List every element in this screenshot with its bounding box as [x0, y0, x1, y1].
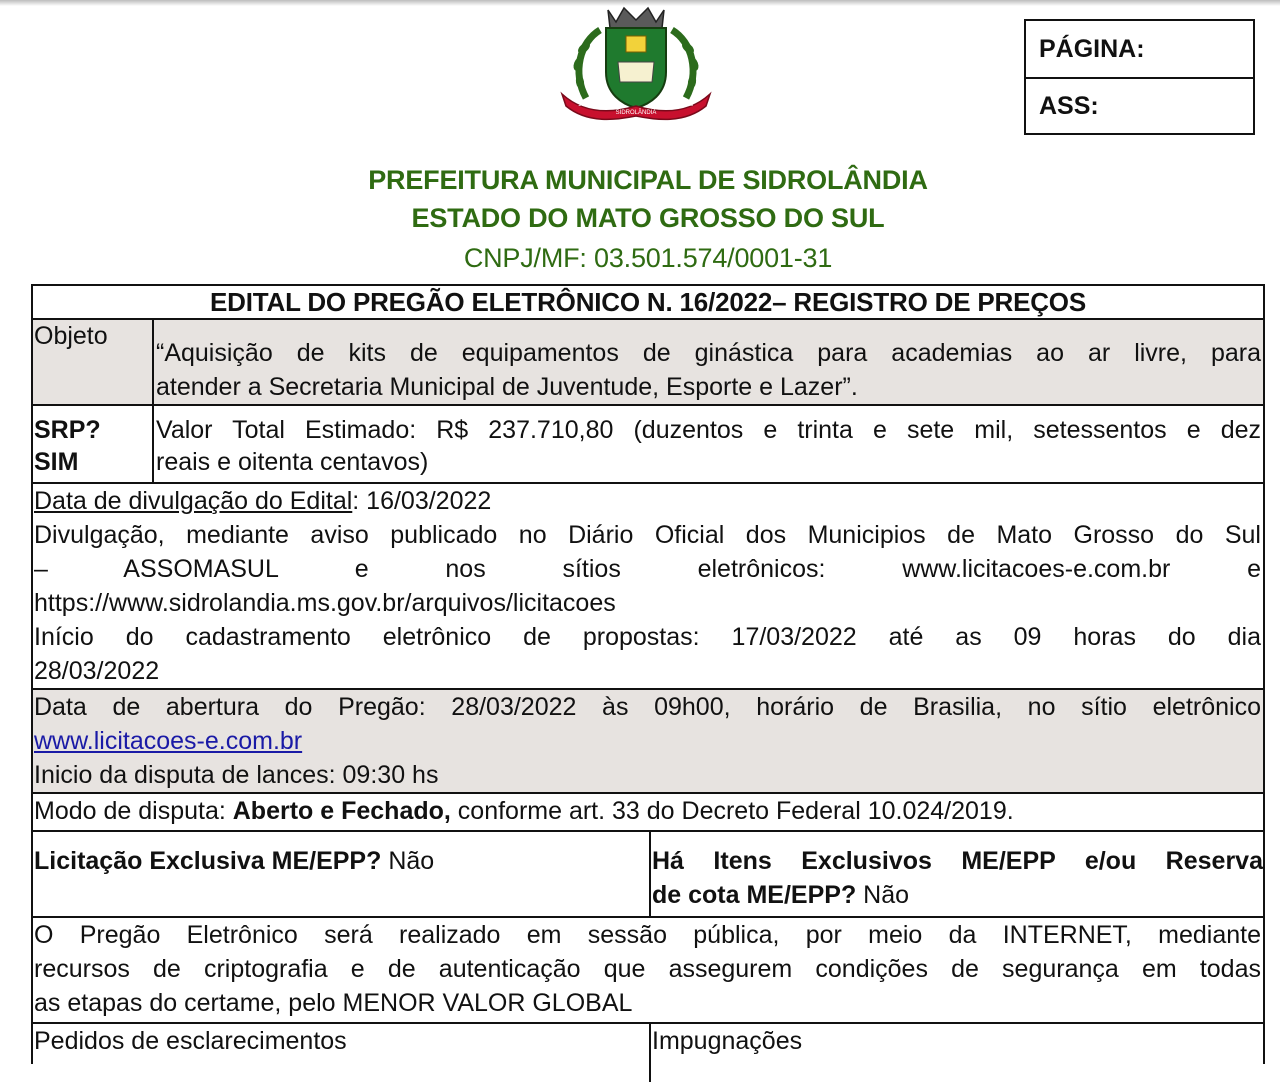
ox-icon: [618, 62, 654, 82]
abertura-line-1: Data de abertura do Pregão: 28/03/2022 às 09h00, horário de Brasilia, no sítio eletrônico: [34, 693, 1261, 721]
valor-line-1: Valor Total Estimado: R$ 237.710,80 (duzentos e trinta e sete mil, setessentos e dez: [156, 416, 1261, 444]
page-number-field: PÁGINA:: [1039, 34, 1145, 63]
me-epp-row: [33, 830, 1263, 916]
municipal-coat-of-arms: [556, 2, 716, 126]
laurel-right: [672, 30, 700, 98]
esclarecimentos-row: [33, 1022, 1263, 1082]
objeto-line-1: “Aquisição de kits de equipamentos de ginástica para academias ao ar livre, para: [156, 339, 1261, 367]
exclusiva-value: Não: [381, 847, 435, 875]
disputa-inicio: Inicio da disputa de lances: 09:30 hs: [34, 761, 439, 789]
valor-estimado: [156, 414, 1261, 478]
objeto-row: [33, 318, 1263, 404]
signature-field: ASS:: [1026, 77, 1253, 133]
laurel-left: [572, 30, 600, 98]
modo-bold: Aberto e Fechado,: [232, 797, 451, 825]
divulgacao-text-1: Divulgação, mediante aviso publicado no Diário Oficial dos Municipios de Mato Grosso do Sul: [34, 521, 1261, 549]
exclusiva-cell: [34, 844, 434, 878]
sessao-line-2: recursos de criptografia e de autenticação que assegurem condições de segurança em todas: [34, 955, 1261, 983]
divulgacao-text-3: https://www.sidrolandia.ms.gov.br/arquivos/licitacoes: [34, 589, 616, 617]
sessao-row: [33, 916, 1263, 1022]
divulgacao-text-2: – ASSOMASUL e nos sítios eletrônicos: www.licitacoes-e.com.br e: [34, 555, 1261, 583]
licitacoes-link[interactable]: www.licitacoes-e.com.br: [34, 727, 303, 755]
pedidos-label: Pedidos de esclarecimentos: [34, 1027, 347, 1055]
edital-title: EDITAL DO PREGÃO ELETRÔNICO N. 16/2022– REGISTRO DE PREÇOS: [33, 284, 1263, 318]
itens-value: Não: [856, 881, 910, 909]
objeto-text: [156, 336, 1261, 404]
valor-line-2: reais e oitenta centavos): [156, 448, 429, 476]
itens-line-1: Há Itens Exclusivos ME/EPP e/ou Reserva: [652, 847, 1263, 875]
exclusiva-label: Licitação Exclusiva ME/EPP?: [34, 847, 382, 875]
state-name: ESTADO DO MATO GROSSO DO SUL: [411, 203, 885, 233]
divulgacao-row: [33, 482, 1263, 688]
municipality-name: PREFEITURA MUNICIPAL DE SIDROLÂNDIA: [368, 165, 928, 195]
page-signature-box: [1024, 19, 1255, 135]
sessao-line-1: O Pregão Eletrônico será realizado em sessão pública, por meio da INTERNET, mediante: [34, 921, 1261, 949]
modo-disputa: [34, 794, 1263, 828]
crest-ribbon-text: SIDROLÂNDIA: [615, 110, 657, 116]
srp-label: [33, 406, 154, 482]
divulgacao-label: Data de divulgação do Edital: [34, 487, 353, 515]
modo-suffix: conforme art. 33 do Decreto Federal 10.024/2019.: [450, 797, 1014, 825]
crest-year-right: 1953: [680, 102, 694, 108]
impugnacoes-label: Impugnações: [649, 1024, 1263, 1082]
crest-year-left: 1942: [578, 102, 592, 108]
abertura-row: [33, 688, 1263, 792]
modo-prefix: Modo de disputa:: [34, 797, 233, 825]
srp-row: [33, 404, 1263, 482]
itens-cell: [649, 832, 1263, 916]
cnpj: CNPJ/MF: 03.501.574/0001-31: [463, 243, 833, 273]
objeto-line-2: atender a Secretaria Municipal de Juventude, Esporte e Lazer”.: [156, 373, 858, 401]
cadastro-line-2: 28/03/2022: [34, 657, 160, 685]
sessao-line-3: as etapas do certame, pelo MENOR VALOR GLOBAL: [34, 989, 633, 1017]
objeto-label: Objeto: [33, 320, 154, 404]
edital-table: [31, 284, 1265, 1064]
srp-answer: SIM: [34, 448, 79, 476]
divulgacao-value: : 16/03/2022: [352, 487, 492, 515]
cadastro-line-1: Início do cadastramento eletrônico de propostas: 17/03/2022 até as 09 horas do dia: [34, 623, 1261, 651]
crown-icon: [608, 8, 664, 28]
sun-icon: [626, 36, 646, 52]
itens-question: de cota ME/EPP?: [652, 881, 857, 909]
divulgacao-date: [34, 484, 1261, 518]
modo-disputa-row: [33, 792, 1263, 830]
itens-line-2: [652, 878, 1263, 912]
srp-question: SRP?: [34, 416, 101, 444]
